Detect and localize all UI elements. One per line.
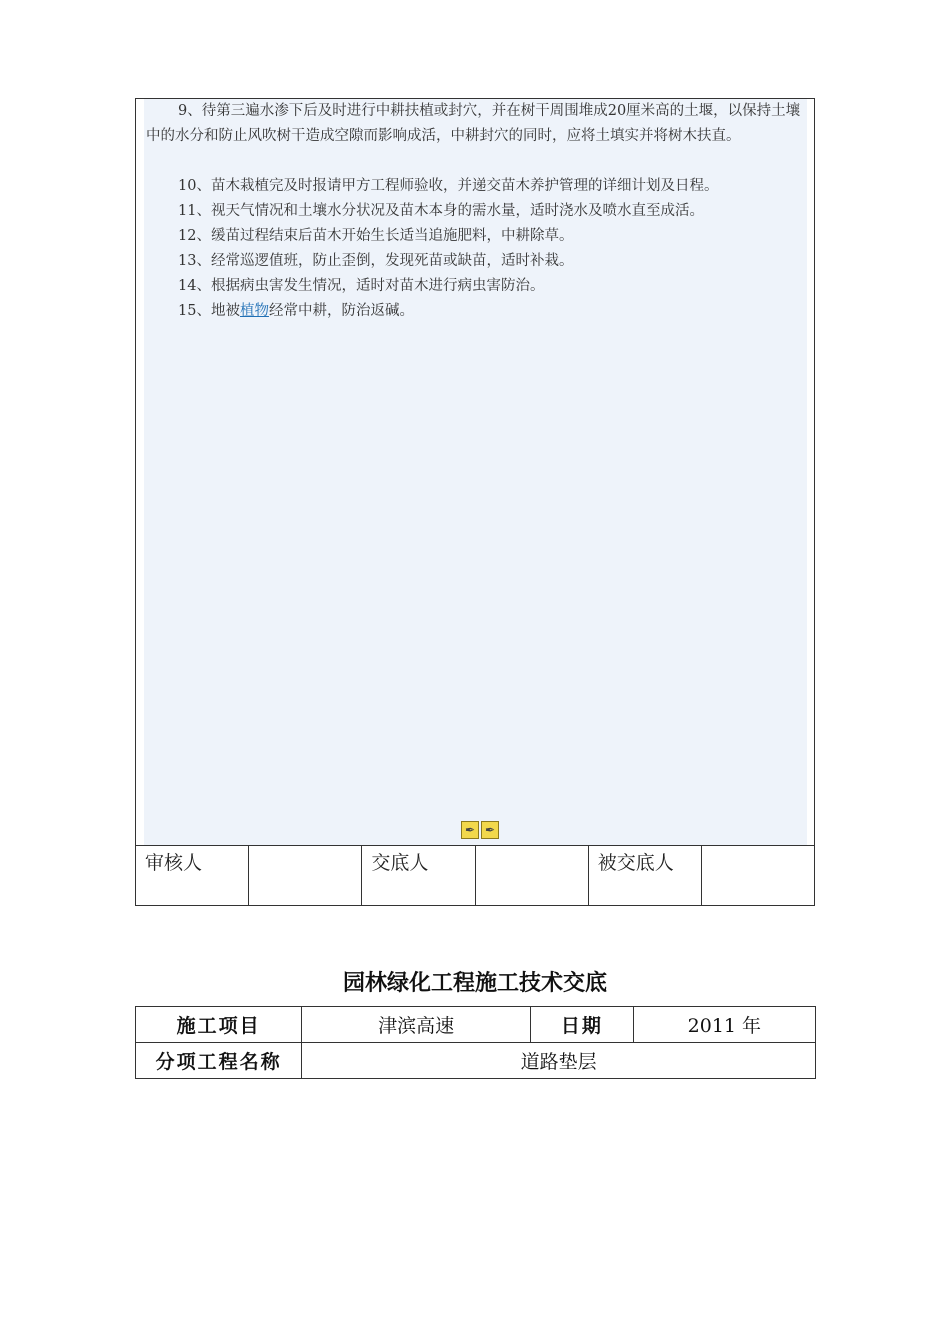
page-title: 园林绿化工程施工技术交底 [342, 971, 607, 996]
signature-row [136, 845, 814, 906]
discloser-signature[interactable] [476, 846, 589, 906]
paragraph-13: 13、经常巡逻值班，防止歪倒，发现死苗或缺苗，适时补栽。 [178, 253, 574, 269]
embedded-icons [461, 821, 499, 839]
subproject-label: 分项工程名称 [136, 1043, 302, 1079]
recipient-label: 被交底人 [589, 846, 702, 906]
date-value: 2011 年 [633, 1007, 815, 1043]
paragraph-15 [146, 299, 803, 324]
reviewer-signature[interactable] [249, 846, 362, 906]
paragraph-15-suffix: 经常中耕，防治返碱。 [268, 303, 414, 319]
table-row [136, 1043, 816, 1079]
recipient-signature[interactable] [702, 846, 814, 906]
project-info-table [135, 1006, 816, 1079]
attachment-icon[interactable]: ✒ [481, 821, 499, 839]
content-area [144, 99, 807, 845]
plant-link[interactable]: 植物 [239, 303, 269, 319]
discloser-label: 交底人 [362, 846, 475, 906]
disclosure-content-box [135, 98, 815, 906]
paragraph-14: 14、根据病虫害发生情况，适时对苗木进行病虫害防治。 [178, 278, 545, 294]
attachment-icon[interactable]: ✒ [461, 821, 479, 839]
paragraph-15-prefix: 15、地被 [178, 303, 240, 319]
project-label: 施工项目 [136, 1007, 302, 1043]
paragraph-9: 9、待第三遍水渗下后及时进行中耕扶植或封穴，并在树干周围堆成20厘米高的土堰，以保持土壤中的水分和防止风吹树干造成空隙而影响成活，中耕封穴的同时，应将土填实并将树木扶直。 [146, 103, 801, 144]
paragraph-10: 10、苗木栽植完及时报请甲方工程师验收，并递交苗木养护管理的详细计划及日程。 [178, 178, 719, 194]
paragraph-12: 12、缓苗过程结束后苗木开始生长适当追施肥料，中耕除草。 [178, 228, 574, 244]
subproject-value: 道路垫层 [302, 1043, 816, 1079]
project-value: 津滨高速 [302, 1007, 531, 1043]
date-label: 日期 [531, 1007, 634, 1043]
table-row [136, 1007, 816, 1043]
paragraph-11: 11、视天气情况和土壤水分状况及苗木本身的需水量，适时浇水及喷水直至成活。 [178, 203, 704, 219]
reviewer-label: 审核人 [136, 846, 249, 906]
